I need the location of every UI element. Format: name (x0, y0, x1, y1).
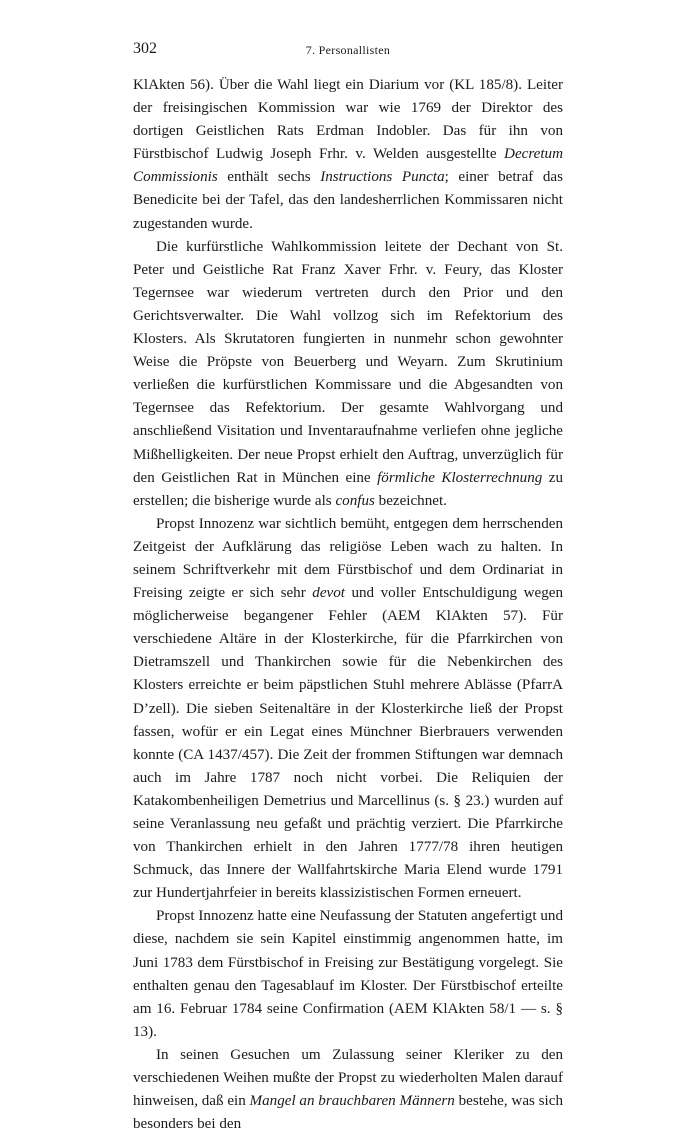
italic-term: förmliche Klosterrechnung (377, 469, 543, 486)
paragraph-4 (133, 905, 563, 1044)
italic-term: Decretum Commissionis (133, 146, 563, 186)
text-segment: bestehe, was sich besonders bei den (133, 1093, 563, 1133)
paragraph-2 (133, 236, 563, 513)
italic-term: Instructions Puncta (320, 169, 445, 186)
page-header (133, 40, 563, 64)
text-segment: Propst Innozenz hatte eine Neufassung der Statuten angefertigt und diese, nachdem sie sein Kapitel einstimmig angenommen hatte, im Juni 1783 dem Fürstbischof in Freising zur Bestätigung vorgelegt. Sie enthalten genau den Tagesablauf im Kloster. Der Fürstbischof erteilte am 16. Februar 1784 seine Confirmation (AEM KlAkten 58/1 — s. § 13). (133, 908, 563, 1040)
text-segment: zu erstellen; die bisherige wurde als (133, 469, 563, 509)
paragraph-3 (133, 513, 563, 906)
paragraph-1 (133, 74, 563, 236)
paragraph-5 (133, 1044, 563, 1136)
text-segment: bezeichnet. (374, 492, 447, 509)
body-text (133, 74, 563, 1136)
text-segment: enthält sechs (217, 169, 321, 186)
text-segment: ; einer betraf das Benedicite bei der Tafel, das den landesherrlichen Kommissaren nicht zugestanden wurde. (133, 169, 563, 232)
running-head: 7. Personallisten (305, 43, 391, 57)
italic-term: confus (335, 492, 375, 509)
text-segment: Propst Innozenz war sichtlich bemüht, entgegen dem herrschenden Zeitgeist der Aufklärung das religiöse Leben wach zu halten. In seinem Schriftverkehr mit dem Fürstbischof und dem Ordinariat in Freising zeigte er sich sehr (133, 515, 563, 602)
text-segment: Die kurfürstliche Wahlkommission leitete der Dechant von St. Peter und Geistliche Rat Franz Xaver Frhr. v. Feury, das Kloster Tegernsee war wiederum vertreten durch den Prior und den Gerichtsverwalter. Die Wahl vollzog sich im Refektorium des Klosters. Als Skrutatoren fungierten in nunmehr schon gewohnter Weise die Pröpste von Beuerberg und Weyarn. Zum Skrutinium verließen die kurfürstlichen Kommissare und die Abgesandten von Tegernsee das Refektorium. Der gesamte Wahlvorgang und anschließend Visitation und Inventaraufnahme verliefen ohne jegliche Mißhelligkeiten. Der neue Propst erhielt den Auftrag, unverzüglich für den Geistlichen Rat in München eine (133, 238, 563, 486)
italic-term: devot (312, 585, 345, 602)
text-segment: KlAkten 56). Über die Wahl liegt ein Diarium vor (KL 185/8). Leiter der freisingischen Kommission war wie 1769 der Direktor des dortigen Geistlichen Rats Erdman Indobler. Das für ihn von Fürstbischof Ludwig Joseph Frhr. v. Welden ausgestellte (133, 77, 563, 163)
text-segment: In seinen Gesuchen um Zulassung seiner Kleriker zu den verschiedenen Weihen mußte der Propst zu wiederholten Malen darauf hinweisen, daß ein (133, 1046, 563, 1110)
page-number: 302 (133, 40, 157, 57)
italic-term: Mangel an brauchbaren Männern (249, 1093, 455, 1110)
text-segment: und voller Entschuldigung wegen möglicherweise begangener Fehler (AEM KlAkten 57). Für verschiedene Altäre in der Klosterkirche, für die Pfarrkirchen von Dietramszell und Thankirchen sowie für die Nebenkirchen des Klosters erreichte er beim päpstlichen Stuhl mehrere Ablässe (PfarrA D’zell). Die sieben Seitenaltäre in der Klosterkirche ließ der Propst fassen, wofür er ein Legat eines Münchner Bierbrauers verwenden konnte (CA 1437/457). Die Zeit der frommen Stiftungen war demnach auch im Jahre 1787 noch nicht vorbei. Die Reliquien der Katakombenheiligen Demetrius und Marcellinus (s. § 23.) wurden auf seine Veranlassung neu gefaßt und prächtig verziert. Die Pfarrkirche von Thankirchen erhielt in den Jahren 1777/78 ihren heutigen Schmuck, das Innere der Wallfahrtskirche Maria Elend wurde 1791 zur Hundertjahrfeier in bereits klassizistischen Formen erneuert. (133, 585, 563, 902)
